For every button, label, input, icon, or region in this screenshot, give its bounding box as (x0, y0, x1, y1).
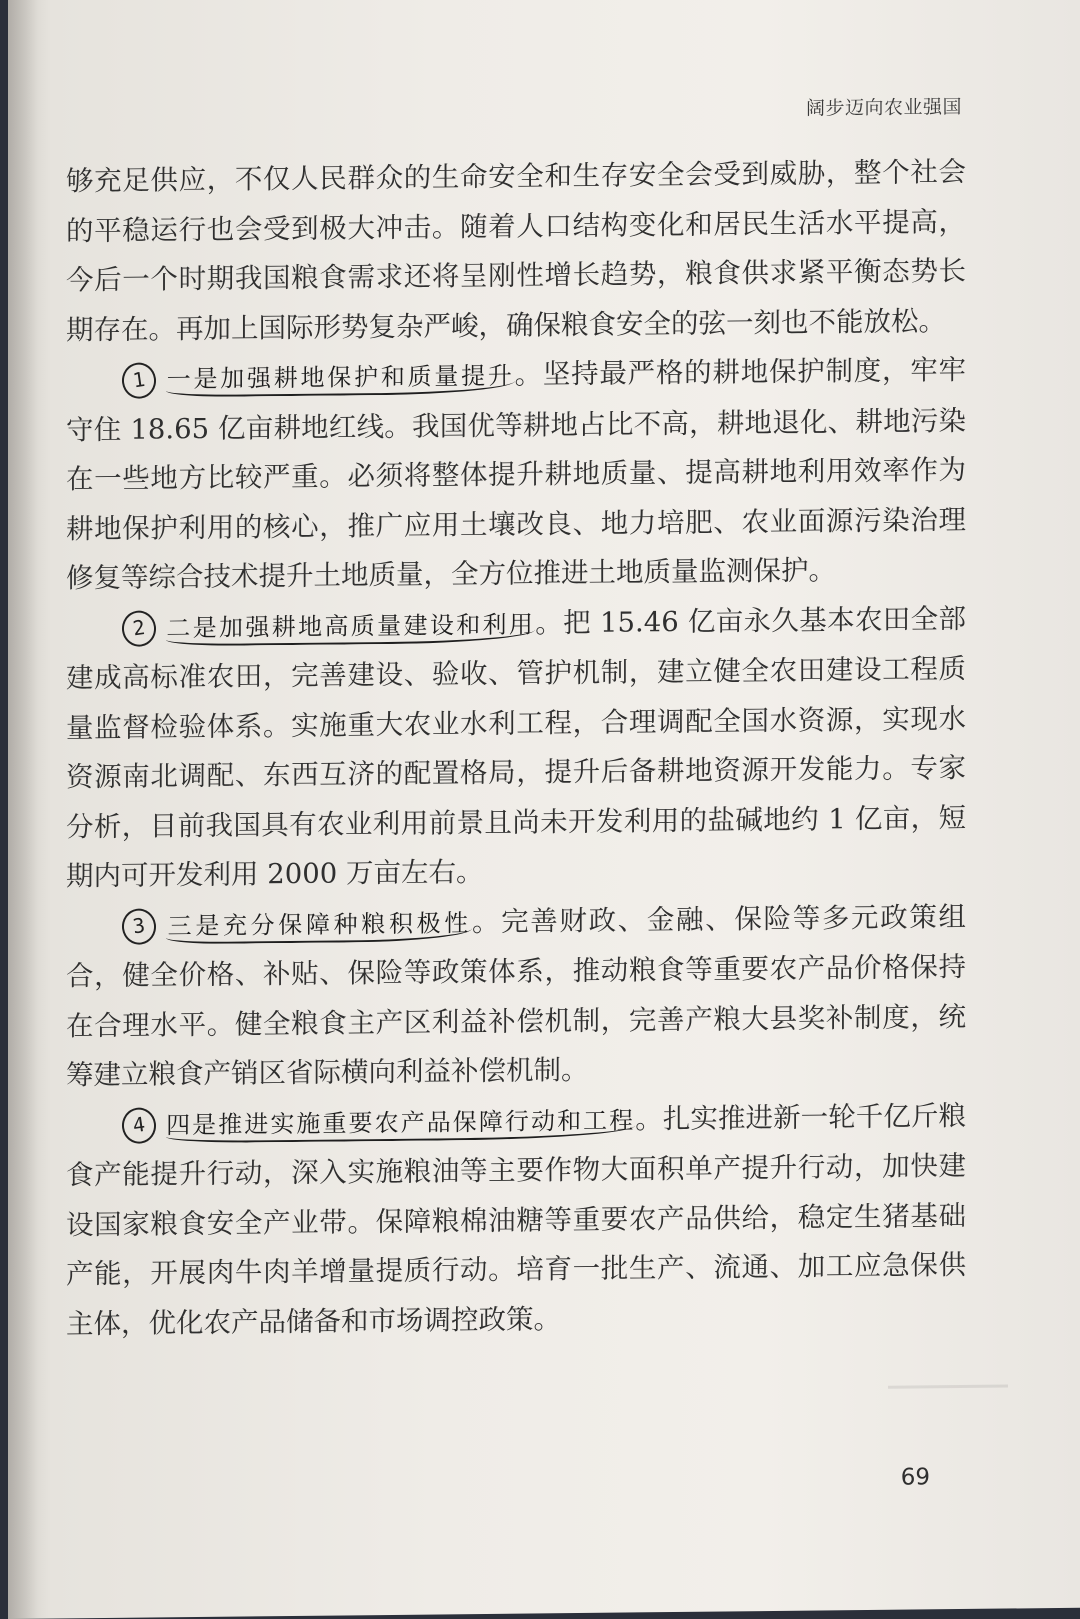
paragraph-1 (66, 346, 966, 604)
underlined-heading: 四是推进实施重要农产品保障行动和工程 (166, 1106, 635, 1143)
paragraph-intro: 够充足供应，不仅人民群众的生命安全和生存安全会受到威胁，整个社会的平稳运行也会受到极大冲击。随着人口结构变化和居民生活水平提高，今后一个时期我国粮食需求还将呈刚性增长趋势，粮食供求紧平衡态势长期存在。再加上国际形势复杂严峻，确保粮食安全的弦一刻也不能放松。 (66, 155, 966, 346)
handwritten-circle-mark: 1 (120, 360, 159, 401)
page-number: 69 (900, 1464, 930, 1491)
paragraph-3 (66, 892, 966, 1100)
show-through-mark (888, 1385, 1008, 1389)
body-text (66, 148, 966, 1349)
paragraph-4 (66, 1091, 966, 1349)
running-head: 阔步迈向农业强国 (805, 96, 962, 120)
paragraph-body: 。扎实推进新一轮千亿斤粮食产能提升行动，深入实施粮油等主要作物大面积单产提升行动，加快建设国家粮食安全产业带。保障粮棉油糖等重要农产品供给，稳定生猪基础产能，开展肉牛肉羊增量提质行动。培育一批生产、流通、加工应急保供主体，优化农产品储备和市场调控政策。 (66, 1099, 966, 1340)
paragraph-body: 。坚持最严格的耕地保护制度，牢牢守住 18.65 亿亩耕地红线。我国优等耕地占比不高，耕地退化、耕地污染在一些地方比较严重。必须将整体提升耕地质量、提高耕地利用效率作为耕地保护利用的核心，推广应用土壤改良、地力培肥、农业面源污染治理修复等综合技术提升土地质量，全方位推进土地质量监测保护。 (66, 353, 967, 595)
paragraph-body: 。完善财政、金融、保险等多元政策组合，健全价格、补贴、保险等政策体系，推动粮食等重要农产品价格保持在合理水平。健全粮食主产区利益补偿机制，完善产粮大县奖补制度，统筹建立粮食产销区省际横向利益补偿机制。 (66, 900, 967, 1092)
handwritten-circle-mark: 4 (120, 1105, 159, 1146)
handwritten-circle-mark: 3 (120, 906, 159, 947)
handwritten-circle-mark: 2 (120, 608, 159, 649)
book-page (8, 0, 1080, 1619)
underlined-heading: 一是加强耕地保护和质量提升 (166, 362, 515, 398)
underlined-heading: 三是充分保障种粮积极性 (166, 909, 472, 944)
paragraph-body: 。把 15.46 亿亩永久基本农田全部建成高标准农田，完善建设、验收、管护机制，建立健全农田建设工程质量监督检验体系。实施重大农业水利工程，合理调配全国水资源，实现水资源南北调配、东西互济的配置格局，提升后备耕地资源开发能力。专家分析，目前我国具有农业利用前景且尚未开发利用的盐碱地约 1 亿亩，短期内可开发利用 2000 万亩左右。 (66, 602, 967, 893)
paragraph-2 (66, 594, 966, 901)
underlined-heading: 二是加强耕地高质量建设和利用 (166, 610, 535, 646)
